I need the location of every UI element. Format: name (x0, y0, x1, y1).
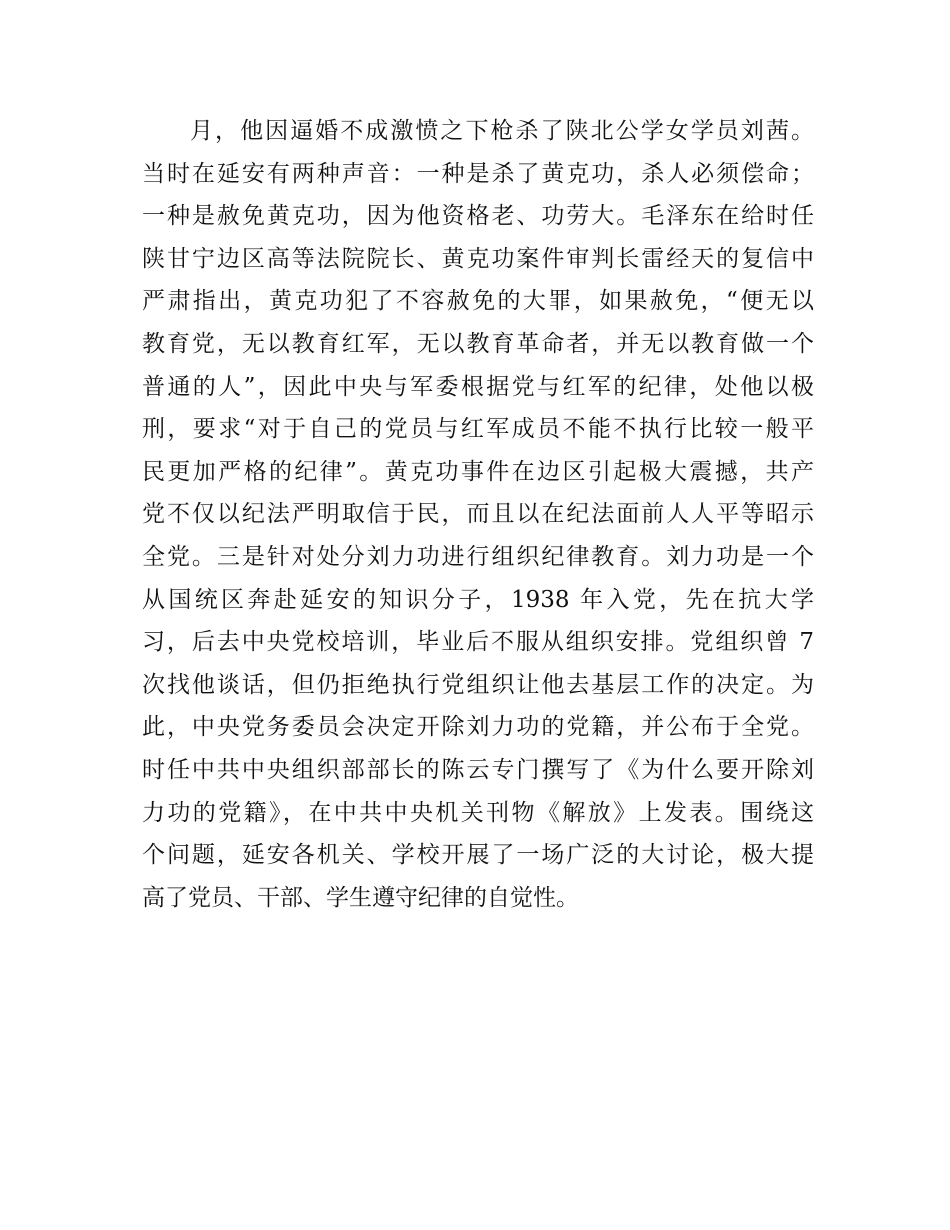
text-line: 习，后去中央党校培训，毕业后不服从组织安排。党组织曾 7 (142, 629, 814, 656)
text-line: 陕甘宁边区高等法院院长、黄克功案件审判长雷经天的复信中 (142, 245, 814, 272)
text-line: 全党。三是针对处分刘力功进行组织纪律教育。刘力功是一个 (142, 543, 814, 570)
text-line: 从国统区奔赴延安的知识分子，1938 年入党，先在抗大学 (142, 586, 814, 613)
text-line: 普通的人”，因此中央与军委根据党与红军的纪律，处他以极 (142, 373, 814, 400)
text-line: 此，中央党务委员会决定开除刘力功的党籍，并公布于全党。 (142, 714, 814, 741)
text-line: 力功的党籍》，在中共中央机关刊物《解放》上发表。围绕这 (142, 799, 814, 826)
text-line: 党不仅以纪法严明取信于民，而且以在纪法面前人人平等昭示 (142, 501, 814, 528)
text-line: 一种是赦免黄克功，因为他资格老、功劳大。毛泽东在给时任 (142, 203, 814, 230)
text-line: 个问题，延安各机关、学校开展了一场广泛的大讨论，极大提 (142, 842, 814, 869)
text-line: 民更加严格的纪律”。黄克功事件在边区引起极大震撼，共产 (142, 458, 814, 485)
text-line: 时任中共中央组织部部长的陈云专门撰写了《为什么要开除刘 (142, 756, 814, 783)
text-line: 月，他因逼婚不成激愤之下枪杀了陕北公学女学员刘茜。 (190, 118, 814, 144)
text-line: 次找他谈话，但仍拒绝执行党组织让他去基层工作的决定。为 (142, 671, 814, 698)
text-line: 当时在延安有两种声音：一种是杀了黄克功，杀人必须偿命； (142, 160, 814, 187)
text-line: 严肃指出，黄克功犯了不容赦免的大罪，如果赦免，“便无以 (142, 288, 814, 315)
text-line: 刑，要求“对于自己的党员与红军成员不能不执行比较一般平 (142, 416, 814, 443)
body-paragraph (142, 110, 814, 919)
text-line: 教育党，无以教育红军，无以教育革命者，并无以教育做一个 (142, 330, 814, 357)
text-line: 高了党员、干部、学生遵守纪律的自觉性。 (142, 884, 579, 911)
